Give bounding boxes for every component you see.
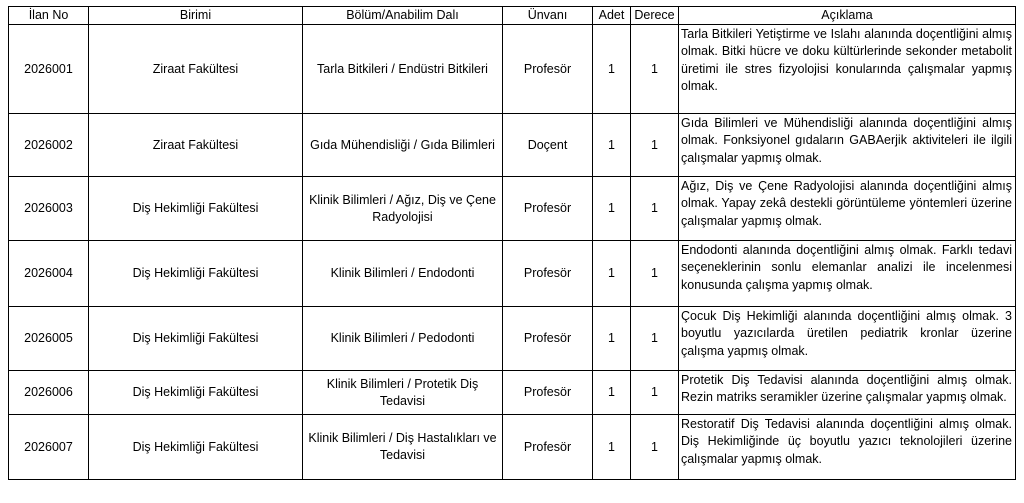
cell-bolum: Gıda Mühendisliği / Gıda Bilimleri xyxy=(303,114,503,177)
table-row xyxy=(9,371,1016,415)
cell-unvani: Doçent xyxy=(503,114,593,177)
column-header-aciklama: Açıklama xyxy=(679,7,1016,25)
cell-derece: 1 xyxy=(631,371,679,415)
cell-bolum: Tarla Bitkileri / Endüstri Bitkileri xyxy=(303,25,503,114)
cell-ilan-no: 2026004 xyxy=(9,241,89,307)
cell-ilan-no: 2026005 xyxy=(9,307,89,371)
cell-aciklama: Protetik Diş Tedavisi alanında doçentliğini almış olmak. Rezin matriks seramikler üzerine çalışmalar yapmış olmak. xyxy=(679,371,1016,415)
cell-birimi: Diş Hekimliği Fakültesi xyxy=(89,307,303,371)
cell-adet: 1 xyxy=(593,177,631,241)
cell-birimi: Diş Hekimliği Fakültesi xyxy=(89,371,303,415)
cell-unvani: Profesör xyxy=(503,25,593,114)
cell-unvani: Profesör xyxy=(503,177,593,241)
table-row xyxy=(9,25,1016,114)
cell-birimi: Ziraat Fakültesi xyxy=(89,114,303,177)
column-header-ilan-no: İlan No xyxy=(9,7,89,25)
cell-adet: 1 xyxy=(593,415,631,480)
cell-adet: 1 xyxy=(593,371,631,415)
cell-birimi: Diş Hekimliği Fakültesi xyxy=(89,241,303,307)
cell-derece: 1 xyxy=(631,177,679,241)
cell-birimi: Ziraat Fakültesi xyxy=(89,25,303,114)
cell-derece: 1 xyxy=(631,114,679,177)
cell-adet: 1 xyxy=(593,25,631,114)
column-header-unvani: Ünvanı xyxy=(503,7,593,25)
announcement-table-wrapper xyxy=(8,6,1016,480)
column-header-adet: Adet xyxy=(593,7,631,25)
cell-ilan-no: 2026002 xyxy=(9,114,89,177)
column-header-bolum: Bölüm/Anabilim Dalı xyxy=(303,7,503,25)
column-header-birimi: Birimi xyxy=(89,7,303,25)
cell-unvani: Profesör xyxy=(503,371,593,415)
column-header-derece: Derece xyxy=(631,7,679,25)
cell-aciklama: Ağız, Diş ve Çene Radyolojisi alanında doçentliğini almış olmak. Yapay zekâ destekli görüntüleme yöntemleri üzerine çalışmalar yapmış olmak. xyxy=(679,177,1016,241)
cell-unvani: Profesör xyxy=(503,415,593,480)
table-header-row xyxy=(9,7,1016,25)
cell-adet: 1 xyxy=(593,114,631,177)
cell-ilan-no: 2026001 xyxy=(9,25,89,114)
cell-bolum: Klinik Bilimleri / Endodonti xyxy=(303,241,503,307)
cell-derece: 1 xyxy=(631,307,679,371)
table-row xyxy=(9,114,1016,177)
table-row xyxy=(9,241,1016,307)
cell-adet: 1 xyxy=(593,241,631,307)
cell-unvani: Profesör xyxy=(503,307,593,371)
cell-aciklama: Gıda Bilimleri ve Mühendisliği alanında doçentliğini almış olmak. Fonksiyonel gıdaların GABAerjik aktiviteleri ile ilgili çalışmalar yapmış olmak. xyxy=(679,114,1016,177)
announcement-table xyxy=(8,6,1016,480)
cell-ilan-no: 2026006 xyxy=(9,371,89,415)
cell-derece: 1 xyxy=(631,415,679,480)
cell-aciklama: Tarla Bitkileri Yetiştirme ve Islahı alanında doçentliğini almış olmak. Bitki hücre ve doku kültürlerinde sekonder metabolit üretimi ile stres fizyolojisi konularında çalışmalar yapmış olmak. xyxy=(679,25,1016,114)
cell-aciklama: Endodonti alanında doçentliğini almış olmak. Farklı tedavi seçeneklerinin sonlu elemanlar analizi ile incelenmesi konusunda çalışma yapmış olmak. xyxy=(679,241,1016,307)
cell-bolum: Klinik Bilimleri / Protetik Diş Tedavisi xyxy=(303,371,503,415)
cell-aciklama: Çocuk Diş Hekimliği alanında doçentliğini almış olmak. 3 boyutlu yazıcılarda üretilen pediatrik kronlar üzerine çalışma yapmış olmak. xyxy=(679,307,1016,371)
cell-ilan-no: 2026007 xyxy=(9,415,89,480)
cell-bolum: Klinik Bilimleri / Pedodonti xyxy=(303,307,503,371)
cell-birimi: Diş Hekimliği Fakültesi xyxy=(89,415,303,480)
table-row xyxy=(9,415,1016,480)
cell-aciklama: Restoratif Diş Tedavisi alanında doçentliğini almış olmak. Diş Hekimliğinde üç boyutlu yazıcı teknolojileri üzerine çalışmalar yapmış olmak. xyxy=(679,415,1016,480)
cell-derece: 1 xyxy=(631,241,679,307)
cell-bolum: Klinik Bilimleri / Ağız, Diş ve Çene Radyolojisi xyxy=(303,177,503,241)
cell-birimi: Diş Hekimliği Fakültesi xyxy=(89,177,303,241)
cell-unvani: Profesör xyxy=(503,241,593,307)
cell-ilan-no: 2026003 xyxy=(9,177,89,241)
table-row xyxy=(9,307,1016,371)
table-row xyxy=(9,177,1016,241)
cell-derece: 1 xyxy=(631,25,679,114)
cell-adet: 1 xyxy=(593,307,631,371)
cell-bolum: Klinik Bilimleri / Diş Hastalıkları ve Tedavisi xyxy=(303,415,503,480)
